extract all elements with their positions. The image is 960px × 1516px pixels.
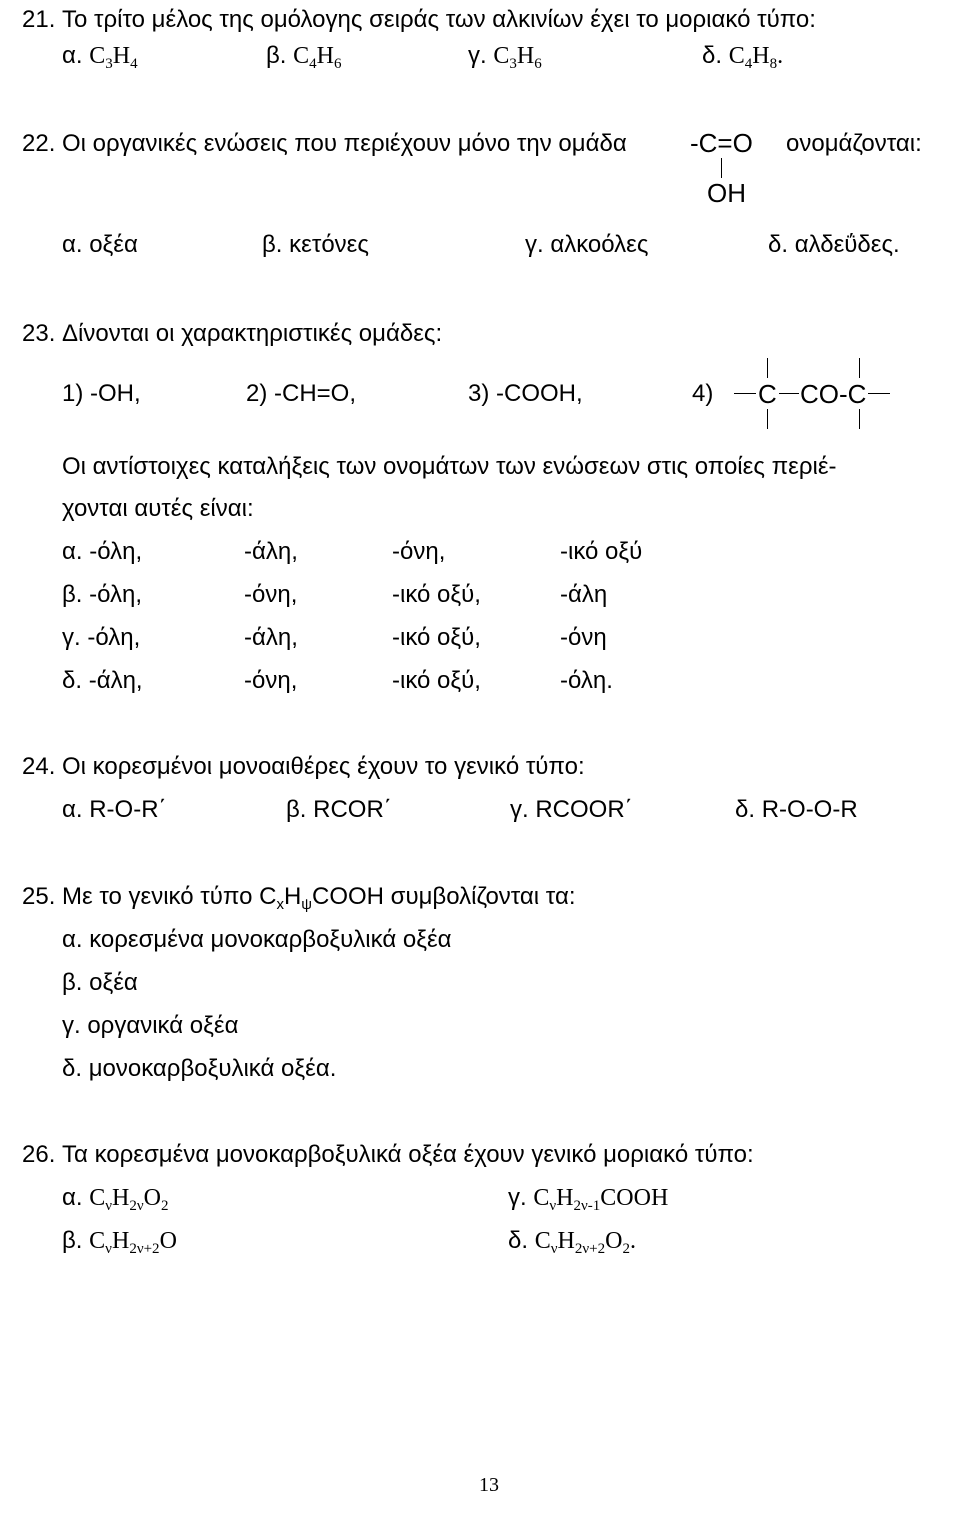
q21-option-c: γ. $C_3H_6$	[468, 42, 542, 72]
q23-option-b-c2: -όνη,	[244, 581, 298, 608]
q26-text: Τα κορεσμένα μονοκαρβοξυλικά οξέα έχουν γενικό μοριακό τύπο:	[62, 1141, 754, 1168]
q26-option-a: α. $C_\nu H_{2\nu}O_2$	[62, 1184, 169, 1214]
q21-option-a: α. $C_3H_4$	[62, 42, 138, 72]
q23-text2-line2: χονται αυτές είναι:	[62, 495, 254, 522]
q25-text: Με το γενικό τύπο $C_xH_\psi COOH$ συμβολίζονται τα:	[62, 883, 576, 913]
q26-option-d: δ. $C_\nu H_{2\nu+2}O_2$.	[508, 1227, 636, 1257]
q21-number: 21.	[22, 6, 56, 33]
q24-option-a: α. R-O-R΄	[62, 796, 167, 823]
q23-option-c-label: γ. -όλη,	[62, 624, 141, 651]
q23-bond-top-2	[859, 358, 860, 378]
q22-group-oh: OH	[707, 178, 746, 208]
q23-group-3: 3) -COOH,	[468, 380, 583, 407]
q22-bond-line	[721, 158, 722, 178]
q22-group-formula: -C=O	[690, 128, 753, 158]
q22-option-c: γ. αλκοόλες	[525, 231, 649, 258]
q24-text: Οι κορεσμένοι μονοαιθέρες έχουν το γενικό τύπο:	[62, 753, 585, 780]
q22-option-a: α. οξέα	[62, 231, 138, 258]
q23-bond-bottom-2	[859, 409, 860, 429]
q26-option-c: γ. $C_\nu H_{2\nu-1}COOH$	[508, 1184, 669, 1214]
q22-text-end: ονομάζονται:	[786, 130, 922, 157]
q23-option-b-label: β. -όλη,	[62, 581, 143, 608]
q23-option-c-c3: -ικό οξύ,	[392, 624, 481, 651]
page-number: 13	[479, 1474, 499, 1496]
q23-bond-left	[734, 393, 756, 394]
q23-bond-middle	[779, 393, 799, 394]
q23-text: Δίνονται οι χαρακτηριστικές ομάδες:	[62, 320, 443, 347]
q23-structure-coc: CO-C	[800, 379, 867, 409]
q23-option-a-label: α. -όλη,	[62, 538, 143, 565]
q23-bond-top-1	[767, 358, 768, 378]
q26-number: 26.	[22, 1141, 56, 1168]
q23-option-d-c2: -όνη,	[244, 667, 298, 694]
q23-structure-c: C	[758, 379, 777, 409]
q26-option-b: β. $C_\nu H_{2\nu+2}O$	[62, 1227, 177, 1257]
q24-option-c: γ. RCOOR΄	[510, 796, 633, 823]
q24-option-d: δ. R-O-O-R	[735, 796, 858, 823]
q23-option-a-c4: -ικό οξύ	[560, 538, 643, 565]
q23-group-2: 2) -CH=O,	[246, 380, 357, 407]
q23-group-1: 1) -OH,	[62, 380, 141, 407]
q23-number: 23.	[22, 320, 56, 347]
q23-option-d-label: δ. -άλη,	[62, 667, 143, 694]
q21-text: Το τρίτο μέλος της ομόλογης σειράς των αλκινίων έχει το μοριακό τύπο:	[62, 6, 816, 33]
q23-option-d-c4: -όλη.	[560, 667, 613, 694]
q24-option-b: β. RCOR΄	[286, 796, 392, 823]
q23-option-b-c3: -ικό οξύ,	[392, 581, 481, 608]
q23-group-4-label: 4)	[692, 380, 714, 407]
q21-option-b: β. $C_4H_6$	[266, 42, 342, 72]
q23-option-c-c4: -όνη	[560, 624, 607, 651]
q22-option-d: δ. αλδεΰδες.	[768, 231, 900, 258]
q25-number: 25.	[22, 883, 56, 910]
q23-bond-bottom-1	[767, 409, 768, 429]
q25-option-c: γ. οργανικά οξέα	[62, 1012, 239, 1039]
q21-option-d: δ. $C_4H_8$.	[702, 42, 784, 72]
q23-option-b-c4: -άλη	[560, 581, 608, 608]
q25-option-b: β. οξέα	[62, 969, 138, 996]
q24-number: 24.	[22, 753, 56, 780]
q23-option-a-c3: -όνη,	[392, 538, 446, 565]
q23-text2-line1: Οι αντίστοιχες καταλήξεις των ονομάτων των ενώσεων στις οποίες περιέ-	[62, 453, 837, 480]
q23-bond-right	[868, 393, 890, 394]
q23-option-c-c2: -άλη,	[244, 624, 298, 651]
q25-option-d: δ. μονοκαρβοξυλικά οξέα.	[62, 1055, 337, 1082]
q25-option-a: α. κορεσμένα μονοκαρβοξυλικά οξέα	[62, 926, 452, 953]
q23-option-a-c2: -άλη,	[244, 538, 298, 565]
q22-number: 22.	[22, 130, 56, 157]
q22-option-b: β. κετόνες	[262, 231, 369, 258]
q22-text: Οι οργανικές ενώσεις που περιέχουν μόνο την ομάδα	[62, 130, 627, 157]
q23-option-d-c3: -ικό οξύ,	[392, 667, 481, 694]
